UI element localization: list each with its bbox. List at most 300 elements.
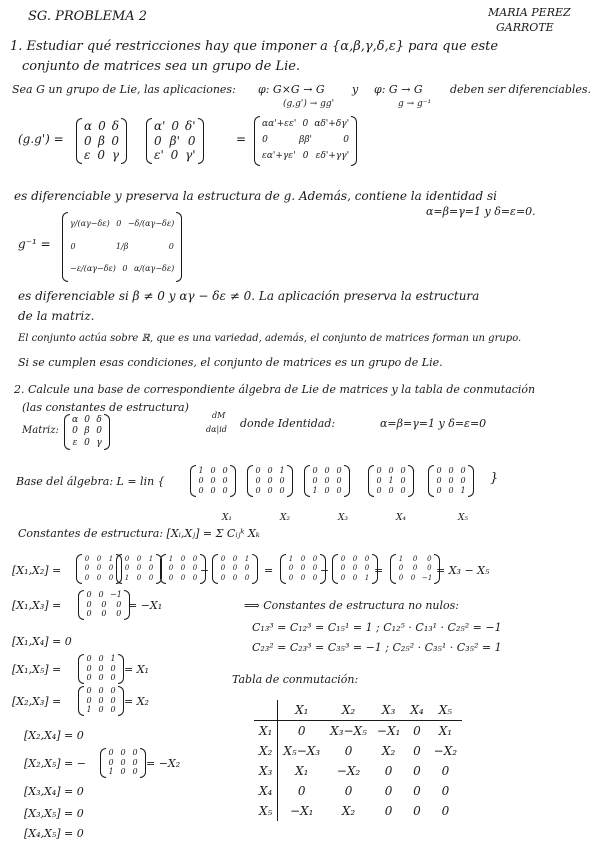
table-cell: X₄ — [405, 700, 428, 721]
bracket-x1-x3-result: = −X₁ — [128, 599, 163, 612]
matrix-row — [84, 120, 119, 133]
differentiable-condition: es diferenciable si β ≠ 0 y αγ − δε ≠ 0. La aplicación preserva la estructura — [18, 289, 480, 303]
matrix-entry: 0 — [232, 573, 238, 582]
basis-matrix-x2 — [247, 465, 293, 497]
matrix-entry: 0 — [170, 148, 179, 163]
basis-name-x5: X₅ — [458, 513, 469, 523]
matrix-entry: 0 — [412, 564, 418, 573]
matrix-row — [198, 487, 228, 495]
basis-matrix-x3 — [304, 465, 350, 497]
matrix-entry: 0 — [84, 133, 92, 148]
matrix-entry: 0 — [279, 485, 285, 495]
matrix-entry: 1 — [198, 465, 204, 475]
matrix-row — [124, 556, 154, 563]
map-inverse-rule: g → g⁻¹ — [398, 99, 432, 109]
matrix-entry: 0 — [364, 564, 370, 573]
matrix-row — [262, 136, 349, 145]
matrix-entry: 0 — [352, 554, 358, 563]
matrix-entry: 0 — [312, 554, 318, 563]
table-cell: 0 — [441, 784, 450, 798]
matrix-entry: 0 — [116, 599, 122, 609]
matrix-entry: 0 — [244, 564, 250, 573]
matrix-row — [86, 674, 116, 682]
matrix-bracket-right — [351, 116, 357, 166]
bracket-x3-x5: [X₃,X₅] = 0 — [24, 807, 84, 820]
bracket-x1-x2-m6 — [332, 554, 378, 584]
matrix-entry: 0 — [255, 475, 261, 485]
matrix-entry: 0 — [312, 475, 318, 485]
matrix-row — [154, 135, 196, 148]
matrix-entry: 1 — [460, 485, 466, 495]
matrix-entry: 0 — [460, 475, 466, 485]
matrix-entry: −ε/(αγ−δε) — [70, 264, 116, 274]
matrix-row — [436, 487, 466, 495]
matrix-entry: 0 — [187, 133, 196, 148]
matrix-entry: 0 — [448, 475, 454, 485]
matrix-row — [108, 749, 138, 757]
matrix-row — [86, 591, 122, 599]
matrix-entry: 0 — [111, 133, 119, 148]
matrix-entry: γ' — [185, 148, 196, 163]
matrix-entry: 0 — [101, 609, 107, 619]
bracket-x2-x5-result: = −X₂ — [146, 757, 181, 770]
and-word: y — [352, 83, 359, 96]
table-cell: 0 — [413, 744, 421, 758]
bracket-x1-x2-m2 — [116, 554, 162, 584]
matrix-row — [255, 487, 285, 495]
matrix-row — [398, 556, 432, 563]
matrix-row — [84, 149, 119, 162]
matrix-entry: 0 — [96, 426, 102, 437]
basis-matrix-x5 — [428, 465, 474, 497]
matrix-entry: 0 — [324, 465, 330, 475]
matrix-entry: 0 — [220, 554, 226, 563]
derivative-denominator: dα|id — [206, 425, 227, 434]
matrix-entry: 0 — [324, 475, 330, 485]
matrix-entry: δ — [111, 119, 119, 134]
matrix-entry: 0 — [343, 135, 349, 146]
matrix-entry: 0 — [98, 590, 104, 600]
table-cell: X₅−X₃ — [283, 744, 321, 758]
matrix-entry: 0 — [98, 663, 104, 673]
matrix-entry: 0 — [168, 564, 174, 573]
matrix-entry: 0 — [388, 465, 394, 475]
matrix-entry: 0 — [97, 148, 105, 163]
matrix-row — [154, 149, 196, 162]
matrix-bracket-right — [468, 465, 474, 497]
matrix-entry: 0 — [96, 573, 102, 582]
matrix-entry: 0 — [110, 673, 116, 683]
matrix-entry: 0 — [120, 767, 126, 777]
matrix-row — [70, 265, 174, 273]
matrix-entry: 0 — [427, 554, 432, 563]
bracket-x1-x5: [X₁,X₅] = — [12, 663, 62, 676]
matrix-entry: 1 — [288, 554, 294, 563]
matrix-entry: 1 — [244, 554, 250, 563]
matrix-entry: αα'+εε' — [262, 119, 297, 130]
nonzero-constants-title: ⟹ Constantes de estructura no nulos: — [244, 599, 459, 612]
bracket-x2-x3-result: = X₂ — [124, 695, 149, 708]
matrix-entry: 0 — [110, 695, 116, 705]
table-cell: X₂ — [381, 744, 396, 758]
author-name: MARIA PEREZ — [488, 6, 571, 19]
matrix-entry: α — [72, 414, 79, 425]
problem1-statement: 1. Estudiar qué restricciones hay que imponer a {α,β,γ,δ,ε} para que este — [10, 39, 499, 54]
matrix-entry: γ — [96, 437, 102, 448]
lie-group-intro: Sea G un grupo de Lie, las aplicaciones: — [12, 83, 236, 96]
matrix-row — [436, 467, 466, 475]
table-cell — [254, 700, 278, 721]
matrix-entry: 1 — [124, 573, 130, 582]
matrix-entry: 1 — [86, 705, 92, 715]
map-product-rule: (g,g') → gg' — [283, 99, 335, 109]
table-header-row — [254, 700, 462, 721]
matrix-entry: 0 — [388, 485, 394, 495]
matrix-entry: β' — [169, 133, 180, 148]
matrix-row — [72, 439, 102, 448]
matrix-entry: 0 — [84, 414, 90, 425]
bracket-x4-x5: [X₄,X₅] = 0 — [24, 827, 84, 840]
table-cell: X₂ — [254, 741, 278, 761]
matrix-entry: α' — [154, 119, 166, 134]
matrix-entry: 0 — [192, 564, 198, 573]
matrix-entry: 0 — [376, 485, 382, 495]
matrix-bracket-right — [408, 465, 414, 497]
matrix-entry: εα'+γε' — [262, 151, 296, 162]
matrix-entry: 0 — [302, 119, 309, 130]
matrix-entry: εδ'+γγ' — [315, 151, 350, 162]
matrix-entry: 0 — [86, 590, 92, 600]
table-cell: −X₁ — [290, 804, 314, 818]
matrix-entry: 0 — [364, 554, 370, 563]
matrix-entry: 0 — [398, 573, 404, 582]
matrix-entry: −1 — [110, 590, 122, 600]
matrix-entry: 0 — [222, 475, 228, 485]
product-lhs: (g.g') = — [18, 132, 64, 146]
matrix-row — [86, 687, 116, 695]
matrix-bracket-right — [287, 465, 293, 497]
matrix-row — [376, 487, 406, 495]
matrix-entry: ε' — [154, 148, 164, 163]
matrix-row — [262, 120, 349, 129]
matrix-entry: 0 — [262, 135, 268, 146]
matrix-entry: 0 — [267, 485, 273, 495]
matrix-entry: 0 — [300, 554, 306, 563]
bracket-x1-x4: [X₁,X₄] = 0 — [12, 635, 72, 648]
bracket-x2-x5: [X₂,X₅] = − — [24, 757, 86, 770]
matrix-row — [262, 152, 349, 161]
matrix-entry: 0 — [84, 564, 90, 573]
group-action-text: El conjunto actúa sobre ℝ, que es una variedad, además, el conjunto de matrices forman un grupo. — [18, 333, 522, 344]
matrix-entry: αδ'+δγ' — [314, 119, 350, 130]
table-cell: −X₂ — [336, 764, 361, 778]
matrix-entry: 0 — [255, 465, 261, 475]
matrix-row — [255, 467, 285, 475]
matrix-product — [254, 116, 357, 166]
matrix-row — [72, 416, 102, 425]
table-cell: X₃ — [372, 700, 405, 721]
table-cell: X₁ — [254, 721, 278, 742]
matrix-row — [168, 556, 198, 563]
nonzero-constants-line2: C₂₃² = C₂₃³ = C₃₅³ = −1 ; C₂₅² · C₃₅¹ · C₃₅² = 1 — [252, 641, 502, 654]
matrix-entry: 0 — [98, 119, 106, 134]
product-equals: = — [236, 132, 247, 146]
matrix-entry: 0 — [171, 119, 180, 134]
matrix-row — [84, 565, 114, 572]
matrix-row — [220, 575, 250, 582]
matrix-entry: 1 — [279, 465, 285, 475]
table-cell: −X₂ — [433, 744, 458, 758]
matrix-row — [255, 477, 285, 485]
bracket-x1-x2-minus: − — [200, 564, 210, 577]
matrix-entry: α/(αγ−δε) — [133, 264, 175, 274]
matrix-entry: 0 — [192, 554, 198, 563]
matrix-row — [198, 477, 228, 485]
matrix-entry: 1 — [388, 475, 394, 485]
differentiable-note: deben ser diferenciables. — [450, 83, 592, 96]
table-row — [254, 741, 462, 761]
matrix-entry: 0 — [84, 437, 90, 448]
matrix-entry: 0 — [86, 609, 92, 619]
matrix-entry: ε — [84, 148, 91, 163]
matrix-row — [288, 556, 318, 563]
matrix-entry: 0 — [376, 465, 382, 475]
inverse-lhs: g⁻¹ = — [18, 237, 51, 251]
table-cell: X₅ — [254, 801, 278, 821]
bracket-x2-x3-matrix — [78, 686, 124, 716]
matrix-entry: 0 — [86, 695, 92, 705]
matrix-entry: 0 — [288, 564, 294, 573]
matrix-row — [84, 556, 114, 563]
matrix-entry: 0 — [460, 465, 466, 475]
matrix-row — [312, 477, 342, 485]
matrix-row — [108, 768, 138, 776]
matrix-entry: 1 — [398, 554, 404, 563]
matrix-row — [398, 565, 432, 572]
basis-name-x2: X₂ — [280, 513, 291, 523]
matrix-row — [288, 565, 318, 572]
matrix-entry: 0 — [86, 599, 92, 609]
table-row — [254, 781, 462, 801]
matrix-bracket-right — [252, 554, 258, 584]
table-cell: X₂ — [325, 700, 372, 721]
table-row — [254, 801, 462, 821]
basis-close-brace: } — [490, 471, 499, 486]
table-row — [254, 721, 462, 742]
matrix-entry: 0 — [222, 465, 228, 475]
matrix-g-prime — [146, 118, 204, 164]
matrix-entry: 0 — [398, 564, 404, 573]
matrix-entry: γ/(αγ−δε) — [70, 219, 110, 229]
matrix-entry: 0 — [267, 475, 273, 485]
derivative-numerator: dM — [212, 411, 226, 420]
matrix-entry: 1 — [364, 573, 370, 582]
problem1-statement-cont: conjunto de matrices sea un grupo de Lie. — [22, 59, 301, 74]
matrix-entry: −δ/(αγ−δε) — [127, 219, 175, 229]
bracket-x1-x2-result: = X₃ − X₅ — [436, 564, 490, 577]
basis-name-x4: X₄ — [396, 513, 407, 523]
problem2-statement: 2. Calcule una base de correspondiente álgebra de Lie de matrices y la tabla de conmutación — [14, 383, 536, 396]
matrix-entry: 0 — [324, 485, 330, 495]
matrix-entry: 0 — [198, 485, 204, 495]
matrix-entry: 0 — [180, 554, 186, 563]
matrix-entry: 0 — [410, 573, 416, 582]
matrix-entry: 0 — [244, 573, 250, 582]
matrix-entry: 0 — [108, 564, 114, 573]
matrix-entry: 0 — [120, 748, 126, 758]
matrix-row — [220, 556, 250, 563]
matrix-row — [72, 427, 102, 436]
commutation-table-title: Tabla de conmutación: — [232, 673, 359, 686]
bracket-x1-x2-m7 — [390, 554, 440, 584]
table-cell: 0 — [413, 804, 421, 818]
matrix-entry: 0 — [336, 465, 342, 475]
matrix-entry: 0 — [312, 564, 318, 573]
matrix-entry: 0 — [70, 241, 76, 251]
matrix-entry: 0 — [98, 686, 104, 696]
matrix-entry: 0 — [210, 475, 216, 485]
table-cell: 0 — [384, 784, 393, 798]
matrix-entry: β — [98, 133, 105, 148]
matrix-entry: 0 — [192, 573, 198, 582]
preserves-structure-text: es diferenciable y preserva la estructura de g. Además, contiene la identidad si — [14, 189, 497, 203]
problem2-statement-cont: (las constantes de estructura) — [22, 401, 189, 414]
matrix-entry: 0 — [122, 264, 128, 274]
matrix-row — [168, 565, 198, 572]
matrix-entry: 0 — [220, 564, 226, 573]
matrix-entry: 0 — [108, 748, 114, 758]
matrix-entry: α — [84, 119, 93, 134]
matrix-entry: 0 — [376, 475, 382, 485]
matrix-entry: 0 — [352, 573, 358, 582]
table-cell: 0 — [344, 784, 353, 798]
matrix-entry: 0 — [120, 757, 126, 767]
bracket-x2-x3: [X₂,X₃] = — [12, 695, 62, 708]
matrix-entry: 0 — [255, 485, 261, 495]
bracket-x1-x5-matrix — [78, 654, 124, 684]
matrix-entry: 0 — [180, 573, 186, 582]
matrix-entry: 0 — [116, 609, 122, 619]
bracket-x3-x4: [X₃,X₄] = 0 — [24, 785, 84, 798]
page-title: SG. PROBLEMA 2 — [28, 9, 148, 24]
author-surname: GARROTE — [496, 21, 554, 34]
matrix-entry: 0 — [312, 465, 318, 475]
matrix-row — [86, 610, 122, 618]
matrix-entry: γ — [111, 148, 119, 163]
matrix-entry: 0 — [340, 573, 346, 582]
matrix-row — [340, 556, 370, 563]
matrix-bracket-right — [104, 414, 110, 450]
matrix-inverse — [62, 212, 182, 282]
matrix-entry: 0 — [168, 573, 174, 582]
matrix-entry: ε — [72, 437, 78, 448]
nonzero-constants-line1: C₁₃³ = C₁₂³ = C₁₅¹ = 1 ; C₁₂⁵ · C₁₃¹ · C₂₅² = −1 — [252, 621, 502, 634]
table-cell: 0 — [441, 764, 450, 778]
matrix-entry: 0 — [220, 573, 226, 582]
matrix-row — [312, 467, 342, 475]
identity-condition: α=β=γ=1 y δ=ε=0. — [426, 205, 536, 218]
matrix-entry: 0 — [154, 133, 162, 148]
matrix-entry: −1 — [422, 573, 433, 582]
algebra-basis-label: Base del álgebra: L = lin { — [16, 475, 165, 488]
matrix-row — [340, 565, 370, 572]
matrix-entry: 0 — [124, 554, 130, 563]
table-cell: X₁ — [278, 700, 325, 721]
matrix-entry: 0 — [448, 485, 454, 495]
matrix-entry: 0 — [86, 673, 92, 683]
matrix-entry: 0 — [448, 465, 454, 475]
matrix-entry: 0 — [340, 564, 346, 573]
bracket-x1-x2-m4 — [212, 554, 258, 584]
matrix-entry: 0 — [436, 485, 442, 495]
matrix-entry: δ — [96, 414, 102, 425]
matrix-row — [220, 565, 250, 572]
matrix-entry: 0 — [132, 767, 138, 777]
matrix-row — [124, 575, 154, 582]
matrix-row — [108, 759, 138, 767]
matrix-entry: 0 — [168, 241, 174, 251]
matrix-entry: 0 — [101, 599, 107, 609]
matrix-entry: 0 — [279, 475, 285, 485]
matrix-entry: 0 — [312, 573, 318, 582]
matrix-entry: 0 — [302, 151, 309, 162]
matrix-row — [86, 655, 116, 663]
matrix-row — [84, 575, 114, 582]
table-cell: 0 — [413, 724, 421, 738]
identity-label: donde Identidad: — [240, 417, 336, 430]
matrix-entry: 1 — [148, 554, 154, 563]
matrix-bracket-right — [344, 465, 350, 497]
matrix-row — [86, 706, 116, 714]
matrix-entry: 0 — [352, 564, 358, 573]
basis-matrix-x4 — [368, 465, 414, 497]
matrix-g — [76, 118, 127, 164]
matrix-entry: 0 — [300, 573, 306, 582]
map-product: φ: G×G → G — [258, 83, 325, 96]
matrix-row — [398, 575, 432, 582]
table-cell: −X₁ — [376, 724, 401, 738]
matrix-entry: 0 — [136, 564, 142, 573]
table-cell: X₁ — [438, 724, 453, 738]
general-matrix — [64, 414, 110, 450]
matrix-entry: 0 — [148, 564, 154, 573]
matrix-entry: 0 — [132, 757, 138, 767]
table-cell: X₁ — [295, 764, 309, 778]
bracket-x1-x2: [X₁,X₂] = — [12, 564, 62, 577]
matrix-row — [376, 467, 406, 475]
matrix-entry: 0 — [198, 475, 204, 485]
matrix-bracket-right — [230, 465, 236, 497]
matrix-entry: 0 — [72, 426, 78, 437]
matrix-entry: 0 — [136, 573, 142, 582]
matrix-entry: 0 — [96, 554, 102, 563]
matrix-row — [86, 665, 116, 673]
matrix-row — [312, 487, 342, 495]
matrix-entry: 0 — [84, 573, 90, 582]
matrix-entry: 0 — [84, 554, 90, 563]
table-cell: 0 — [297, 784, 306, 798]
matrix-entry: 0 — [222, 485, 228, 495]
map-inverse: φ: G → G — [374, 83, 423, 96]
matrix-entry: 0 — [180, 564, 186, 573]
matrix-entry: 1 — [108, 767, 114, 777]
matrix-bracket-right — [176, 212, 182, 282]
matrix-entry: 0 — [300, 564, 306, 573]
matrix-label: Matriz: — [22, 425, 59, 436]
bracket-x1-x2-eq2: = — [374, 564, 384, 577]
matrix-bracket-right — [121, 118, 127, 164]
lie-group-conclusion: Si se cumplen esas condiciones, el conjunto de matrices es un grupo de Lie. — [18, 356, 443, 369]
